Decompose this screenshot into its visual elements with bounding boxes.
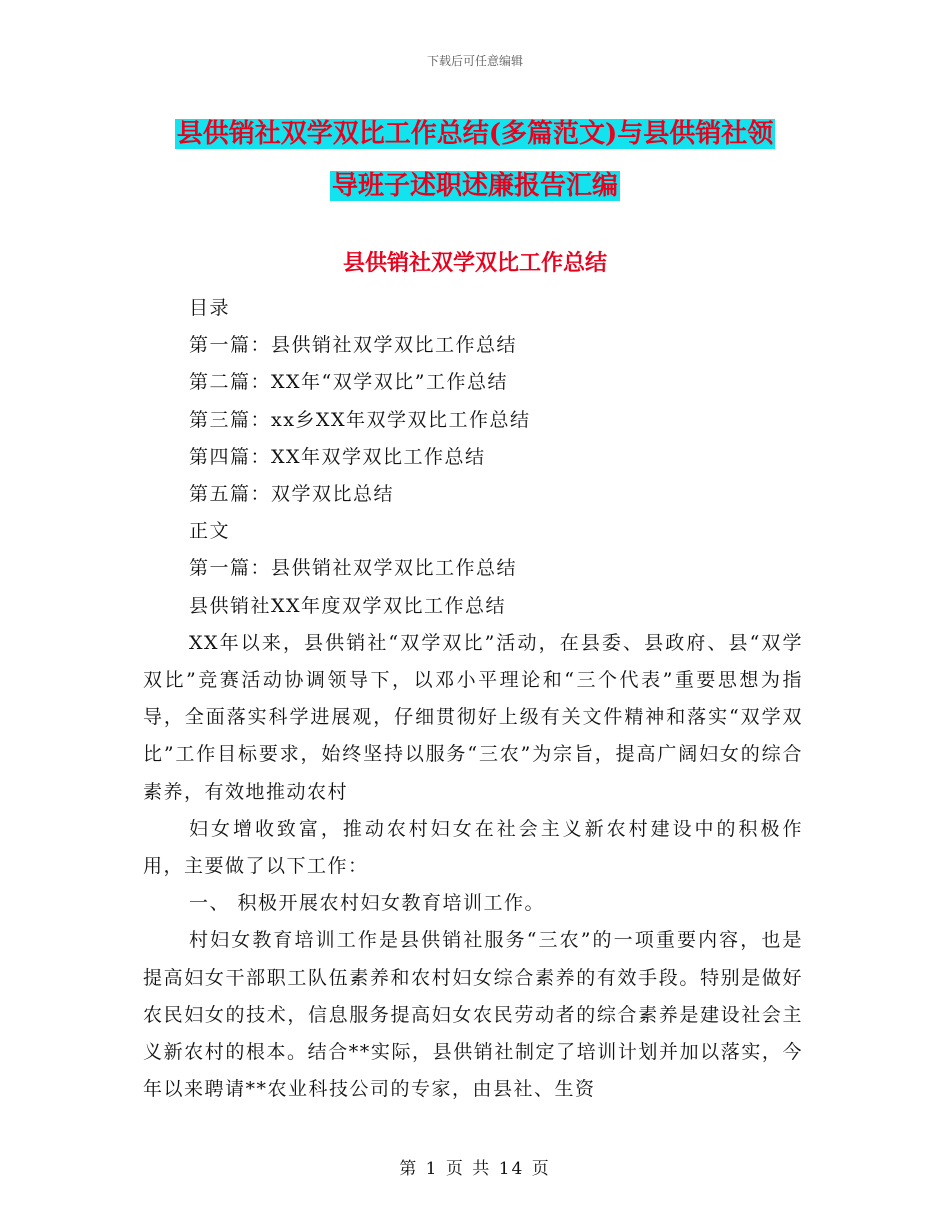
body-paragraph: 妇女增收致富，推动农村妇女在社会主义新农村建设中的积极作用，主要做了以下工作： — [143, 817, 803, 878]
toc-item: 第三篇：xx乡XX年双学双比工作总结 — [189, 408, 531, 431]
toc-item: 第五篇：双学双比总结 — [189, 483, 395, 506]
document-title — [0, 108, 950, 212]
header-note: 下载后可任意编辑 — [426, 54, 523, 68]
toc-item: 第四篇：XX年双学双比工作总结 — [189, 445, 486, 468]
body-paragraph: 村妇女教育培训工作是县供销社服务“三农”的一项重要内容，也是提高妇女干部职工队伍素养和农村妇女综合素养的有效手段。特别是做好农民妇女的技术，信息服务提高妇女农民劳动者的综合素养是建设社会主义新农村的根本。结合**实际，县供销社制定了培训计划并加以落实，今年以来聘请**农业科技公司的专家，由县社、生资 — [143, 929, 803, 1101]
toc-heading: 目录 — [189, 297, 231, 319]
section-heading: 一、 积极开展农村妇女教育培训工作。 — [189, 892, 546, 915]
toc-item: 第二篇：XX年“双学双比”工作总结 — [189, 371, 508, 394]
report-title: 县供销社XX年度双学双比工作总结 — [189, 594, 507, 617]
page-footer: 第 1 页 共 14 页 — [399, 1159, 551, 1179]
title-line-1: 县供销社双学双比工作总结(多篇范文)与县供销社领 — [176, 119, 774, 149]
body-paragraph: XX年以来，县供销社“双学双比”活动，在县委、县政府、县“双学双比”竞赛活动协调领导下，以邓小平理论和“三个代表”重要思想为指导，全面落实科学进展观，仔细贯彻好上级有关文件精神和落实“双学双比”工作目标要求，始终坚持以服务“三农”为宗旨，提高广阔妇女的综合素养，有效地推动农村 — [143, 631, 803, 803]
title-line-2: 导班子述职述廉报告汇编 — [331, 171, 618, 201]
section-subtitle: 县供销社双学双比工作总结 — [342, 250, 607, 276]
body-heading: 正文 — [189, 520, 231, 543]
toc-item: 第一篇：县供销社双学双比工作总结 — [189, 334, 518, 357]
chapter-title: 第一篇：县供销社双学双比工作总结 — [189, 557, 518, 580]
document-body — [143, 290, 803, 1108]
